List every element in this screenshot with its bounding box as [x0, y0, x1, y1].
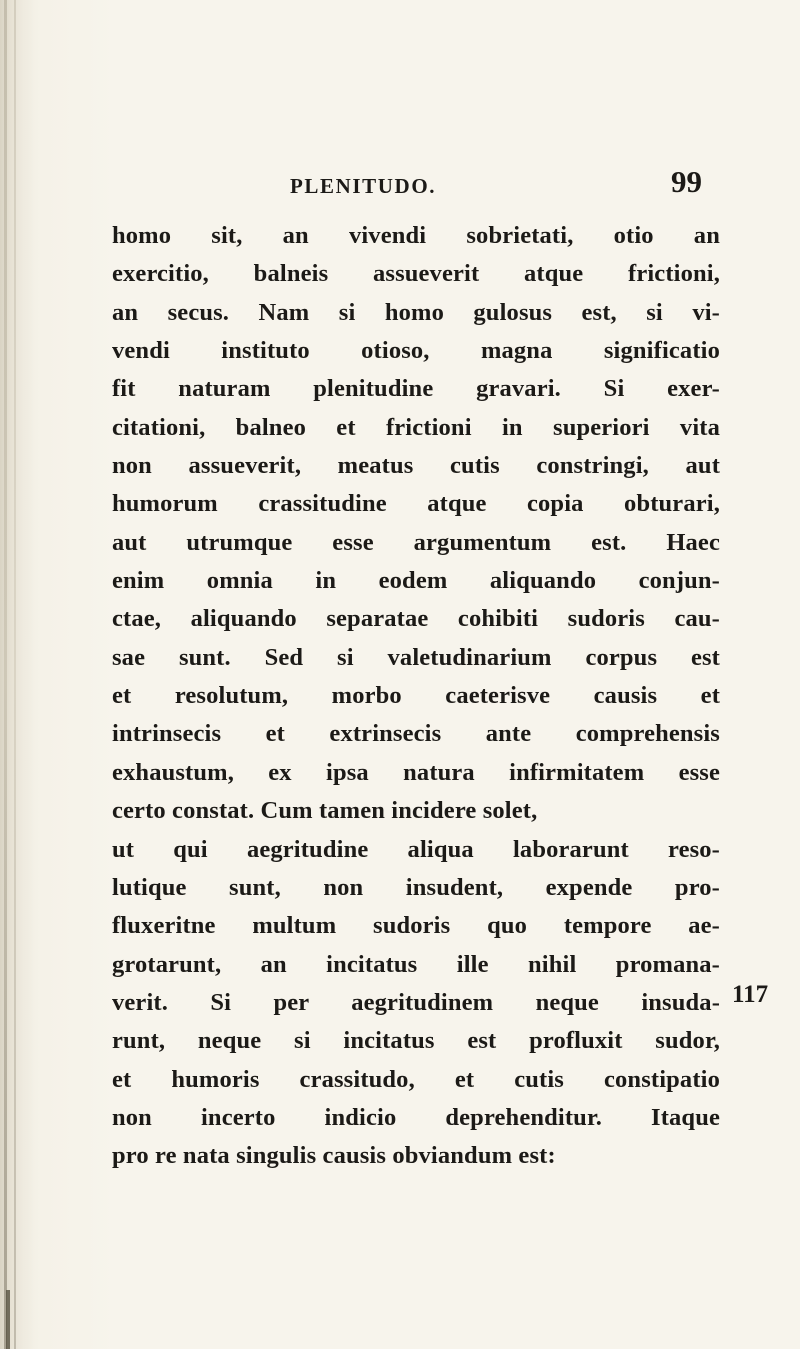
text-line: homo sit, an vivendi sobrietati, otio an	[112, 222, 720, 249]
text-line: exercitio, balneis assueverit atque frictioni,	[112, 260, 720, 288]
page-header	[290, 160, 710, 200]
text-line: sae sunt. Sed si valetudinarium corpus est	[112, 643, 720, 671]
text-line: lutique sunt, non insudent, expende pro-	[112, 873, 720, 901]
text-line: intrinsecis et extrinsecis ante comprehensis	[112, 720, 720, 748]
text-line: non incerto indicio deprehenditur. Itaque	[112, 1103, 720, 1131]
binding-edge-mark	[6, 1290, 10, 1349]
body-text	[112, 217, 720, 1176]
text-line: et humoris crassitudo, et cutis constipatio	[112, 1065, 720, 1093]
text-line: fluxeritne multum sudoris quo tempore ae-	[112, 912, 720, 940]
page-number: 99	[671, 164, 702, 199]
text-line: verit. Si per aegritudinem neque insuda-	[112, 988, 720, 1016]
binding-edge-line-inner	[14, 0, 16, 1349]
text-line: et resolutum, morbo caeterisve causis et	[112, 682, 720, 710]
text-line: humorum crassitudine atque copia obturari,	[112, 490, 720, 518]
text-line: grotarunt, an incitatus ille nihil promana-	[112, 950, 720, 978]
text-line: runt, neque si incitatus est profluxit sudor,	[112, 1027, 720, 1055]
text-line: non assueverit, meatus cutis constringi, aut	[112, 452, 720, 480]
text-line: enim omnia in eodem aliquando conjun-	[112, 567, 720, 595]
text-line: an secus. Nam si homo gulosus est, si vi-	[112, 298, 720, 326]
text-line: exhaustum, ex ipsa natura infirmitatem esse	[112, 758, 720, 786]
text-line: certo constat. Cum tamen incidere solet,	[112, 797, 538, 825]
text-line: fit naturam plenitudine gravari. Si exer-	[112, 375, 720, 403]
binding-edge-line	[4, 0, 7, 1349]
running-head: PLENITUDO.	[290, 174, 437, 198]
text-line: vendi instituto otioso, magna significatio	[112, 337, 720, 365]
margin-page-reference: 117	[732, 981, 769, 1008]
text-line: aut utrumque esse argumentum est. Haec	[112, 528, 720, 556]
text-line: pro re nata singulis causis obviandum est:	[112, 1142, 556, 1170]
text-line: ut qui aegritudine aliqua laborarunt reso-	[112, 835, 720, 863]
text-line: ctae, aliquando separatae cohibiti sudoris cau-	[112, 605, 720, 633]
text-line: citationi, balneo et frictioni in superiori vita	[112, 413, 720, 441]
